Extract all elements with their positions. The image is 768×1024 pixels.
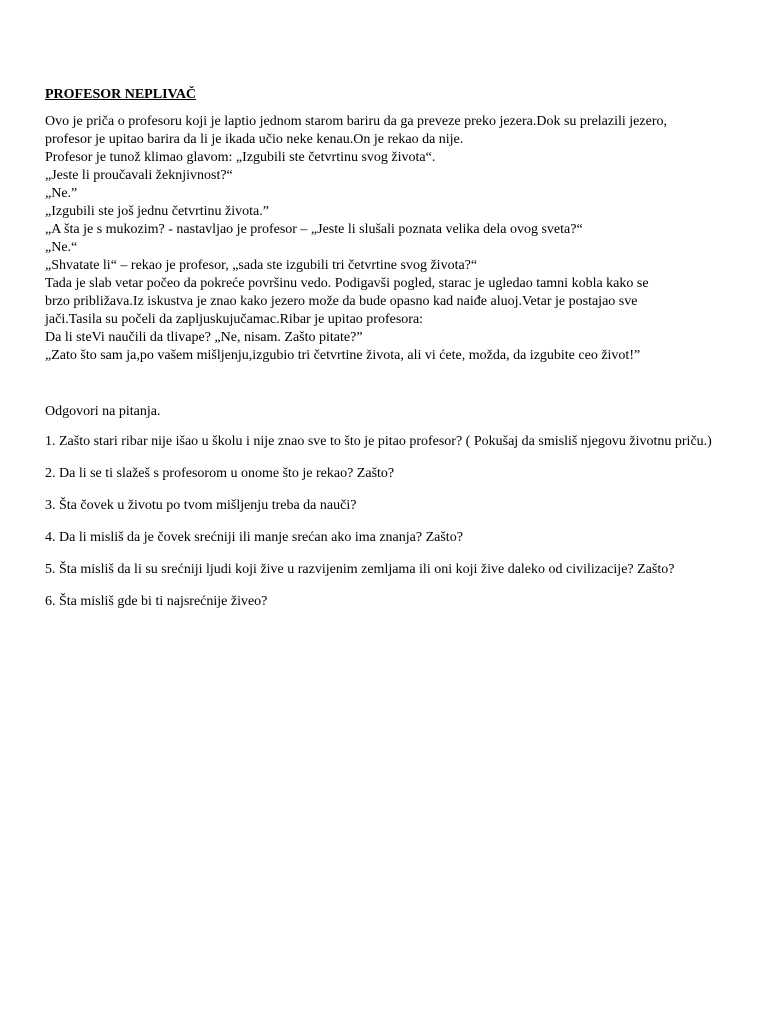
- story-text: [45, 113, 735, 365]
- questions-section: [45, 403, 735, 611]
- question-item: 3. Šta čovek u životu po tvom mišljenju treba da nauči?: [45, 498, 357, 513]
- story-line: „Ne.”: [45, 186, 78, 201]
- question-item: 6. Šta misliš gde bi ti najsrećnije živeo?: [45, 594, 268, 609]
- story-line: „A šta je s mukozim? - nastavljao je profesor – „Jeste li slušali poznata velika dela ovog sveta?“: [45, 222, 583, 237]
- story-line: profesor je upitao barira da li je ikada učio neke kenau.On je rekao da nije.: [45, 132, 464, 147]
- story-line: Ovo je priča o profesoru koji je laptio jednom starom bariru da ga preveze preko jezera.Dok su prelazili jezero,: [45, 114, 667, 129]
- question-item: 4. Da li misliš da je čovek srećniji ili manje srećan ako ima znanja? Zašto?: [45, 530, 463, 545]
- questions-heading: Odgovori na pitanja.: [45, 404, 161, 419]
- story-line: „Shvatate li“ – rekao je profesor, „sada ste izgubili tri četvrtine svog života?“: [45, 258, 478, 273]
- document-title: PROFESOR NEPLIVAČ: [45, 87, 197, 102]
- story-line: brzo približava.Iz iskustva je znao kako jezero može da bude opasno kad naiđe aluoj.Vetar je postajao sve: [45, 294, 638, 309]
- story-line: „Ne.“: [45, 240, 78, 255]
- story-line: „Izgubili ste još jednu četvrtinu života.”: [45, 204, 269, 219]
- story-line: „Jeste li proučavali žeknjivnost?“: [45, 168, 233, 183]
- question-item: 5. Šta misliš da li su srećniji ljudi koji žive u razvijenim zemljama ili oni koji žive daleko od civilizacije? Zašto?: [45, 562, 675, 577]
- story-line: Da li steVi naučili da tlivape? „Ne, nisam. Zašto pitate?”: [45, 330, 363, 345]
- story-line: „Zato što sam ja,po vašem mišljenju,izgubio tri četvrtine života, ali vi ćete, možda, da izgubite ceo život!”: [45, 348, 641, 363]
- story-line: jači.Tasila su počeli da zapljuskujučamac.Ribar je upitao profesora:: [45, 312, 424, 327]
- question-item: 1. Zašto stari ribar nije išao u školu i nije znao sve to što je pitao profesor? ( Pokušaj da smisliš njegovu životnu priču.): [45, 434, 712, 449]
- story-line: Tada je slab vetar počeo da pokreće površinu vedo. Podigavši pogled, starac je ugledao tamni kobla kako se: [45, 276, 649, 291]
- document-body: [45, 86, 735, 625]
- story-line: Profesor je tunož klimao glavom: „Izgubili ste četvrtinu svog života“.: [45, 150, 436, 165]
- question-item: 2. Da li se ti slažeš s profesorom u onome što je rekao? Zašto?: [45, 466, 395, 481]
